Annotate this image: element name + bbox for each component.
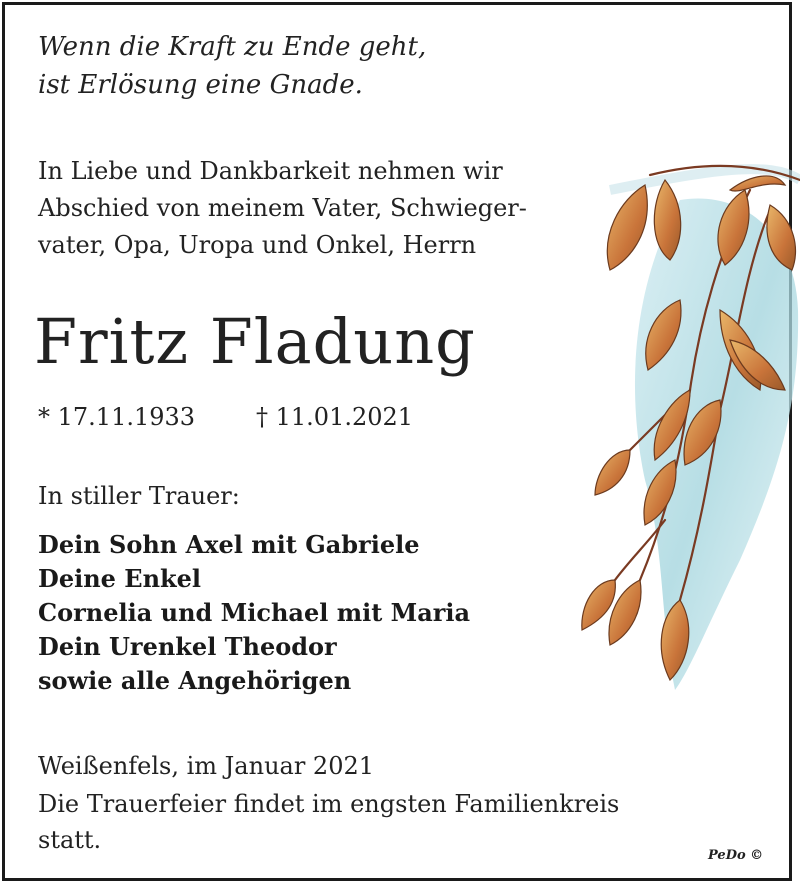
mourner-line: sowie alle Angehörigen — [38, 666, 352, 695]
deceased-name: Fritz Fladung — [34, 305, 476, 378]
intro-line: vater, Opa, Uropa und Onkel, Herrn — [38, 231, 477, 259]
intro-text — [38, 153, 527, 264]
intro-line: In Liebe und Dankbarkeit nehmen wir — [38, 157, 503, 185]
mourner-line: Dein Urenkel Theodor — [38, 632, 337, 661]
motto-line: ist Erlösung eine Gnade. — [38, 70, 363, 100]
death-date: † 11.01.2021 — [256, 403, 414, 431]
birth-date: * 17.11.1933 — [38, 403, 196, 431]
life-dates — [38, 400, 414, 434]
mourner-line: Cornelia und Michael mit Maria — [38, 598, 471, 627]
closing-text — [38, 748, 619, 858]
mourning-label: In stiller Trauer: — [38, 482, 240, 510]
mourner-line: Deine Enkel — [38, 564, 202, 593]
intro-line: Abschied von meinem Vater, Schwieger- — [38, 194, 527, 222]
designer-signature: PeDo © — [708, 848, 764, 863]
motto — [38, 28, 426, 104]
autumn-leaves-branch-icon — [570, 150, 800, 700]
mourner-line: Dein Sohn Axel mit Gabriele — [38, 530, 420, 559]
place-date: Weißenfels, im Januar 2021 — [38, 752, 375, 780]
motto-line: Wenn die Kraft zu Ende geht, — [38, 32, 427, 62]
funeral-note-line: statt. — [38, 826, 102, 854]
funeral-note-line: Die Trauerfeier findet im engsten Familienkreis — [38, 790, 620, 818]
mourners-list — [38, 528, 470, 698]
